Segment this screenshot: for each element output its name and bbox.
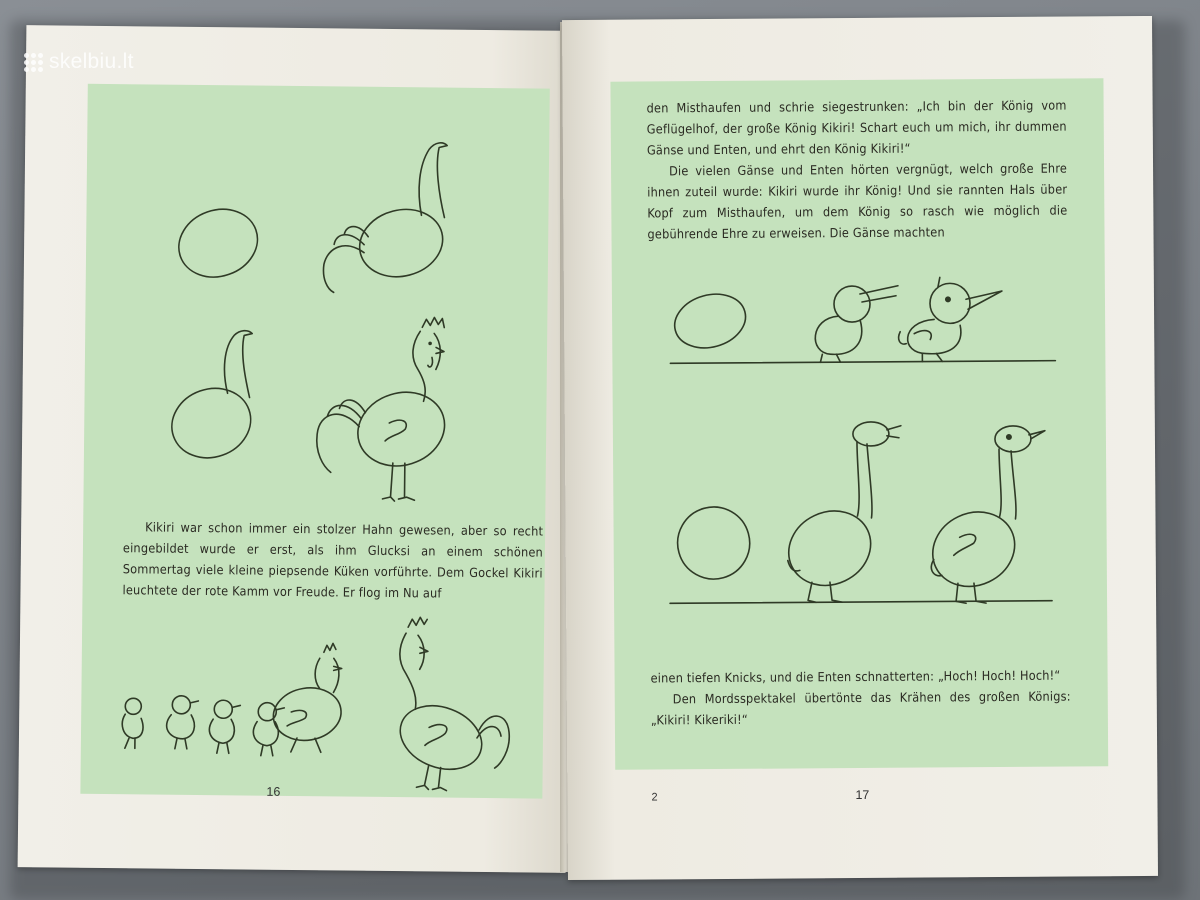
left-paragraph — [122, 516, 543, 604]
duck-steps-drawing — [660, 269, 1061, 372]
right-top-paragraph-1: den Misthaufen und schrie siegestrunken: „Ich bin der König vom Geflügelhof, der große König Kikiri! Schart euch um mich, ihr dummen Gänse und Enten, und ehrt den König Kikiri!“ — [646, 97, 1067, 158]
right-bottom-paragraph-2: Den Mordsspektakel übertönte das Krähen des großen Königs: „Kikiri! Kikeriki!“ — [650, 688, 1071, 728]
goose-steps-drawing — [661, 418, 1082, 611]
rooster-step-3-drawing — [169, 325, 281, 476]
left-page — [18, 25, 575, 873]
right-green-panel — [610, 78, 1108, 769]
dots-grid-icon — [24, 53, 43, 72]
right-bottom-paragraphs — [651, 665, 1071, 731]
left-green-panel — [80, 84, 549, 799]
rooster-step-4-drawing — [308, 316, 470, 508]
right-page-number: 17 — [855, 787, 870, 803]
watermark — [24, 50, 134, 74]
left-page-number: 16 — [266, 784, 281, 799]
left-paragraph-text: Kikiri war schon immer ein stolzer Hahn gewesen, aber so recht eingebildet wurde er erst, als ihm Glucksi an einem schönen Sommertag viele kleine piepsende Küken vorführte. Dem Gockel Kikiri leuchtete der rote Kamm vor Freude. Er flog im Nu auf — [122, 519, 544, 601]
right-bottom-paragraph-1: einen tiefen Knicks, und die Enten schnatterten: „Hoch! Hoch! Hoch!“ — [650, 667, 1061, 686]
right-page — [562, 16, 1158, 880]
chicks-and-roosters-drawing — [111, 614, 513, 778]
signature-mark: 2 — [651, 791, 658, 804]
right-top-paragraph-2: Die vielen Gänse und Enten hörten vergnügt, welch große Ehre ihnen zuteil wurde: Kikiri wurde ihr König! Und sie rannten Hals über Kopf zum Misthaufen, um dem König so rasch wie möglich die gebührende Ehre zu erweisen. Die Gänse machten — [647, 160, 1068, 242]
watermark-text: skelbiu.lt — [49, 50, 134, 73]
rooster-step-1-drawing — [176, 205, 277, 296]
right-top-paragraphs — [647, 95, 1068, 245]
rooster-step-2-drawing — [316, 134, 468, 296]
